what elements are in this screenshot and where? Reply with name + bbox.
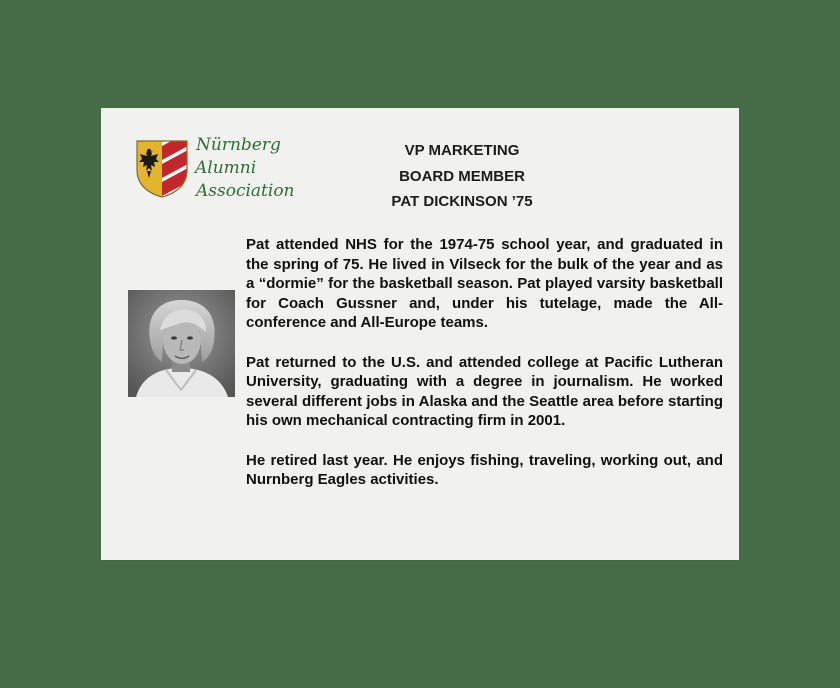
logo-line-3: Association [196, 181, 295, 201]
bio-paragraph-3: He retired last year. He enjoys fishing, traveling, working out, and Nurnberg Eagles activities. [246, 451, 723, 489]
logo-line-1: Nürnberg [196, 135, 281, 155]
position-title: VP MARKETING [404, 142, 520, 159]
board-title: BOARD MEMBER [399, 167, 525, 185]
bio-paragraph-1: Pat attended NHS for the 1974-75 school year, and graduated in the spring of 75. He lived in Vilseck for the bulk of the year and as a “dormie” for the basketball season. Pat played varsity basketball for Coach Gussner and, under his tutelage, made the All-conference and All-Europe teams. [246, 236, 723, 332]
logo-wordmark [196, 134, 295, 203]
bio-paragraph-2: Pat returned to the U.S. and attended college at Pacific Lutheran University, graduating with a degree in journalism. He worked several different jobs in Alaska and the Seattle area before starting his own mechanical contracting firm in 2001. [246, 353, 723, 430]
portrait-photo [128, 290, 235, 397]
coat-of-arms-icon [136, 140, 188, 198]
biography [246, 235, 723, 509]
logo-line-2: Alumni [195, 158, 257, 178]
profile-card [101, 108, 739, 560]
association-logo [136, 134, 296, 204]
member-name: PAT DICKINSON ’75 [391, 193, 533, 210]
title-block [351, 138, 573, 215]
